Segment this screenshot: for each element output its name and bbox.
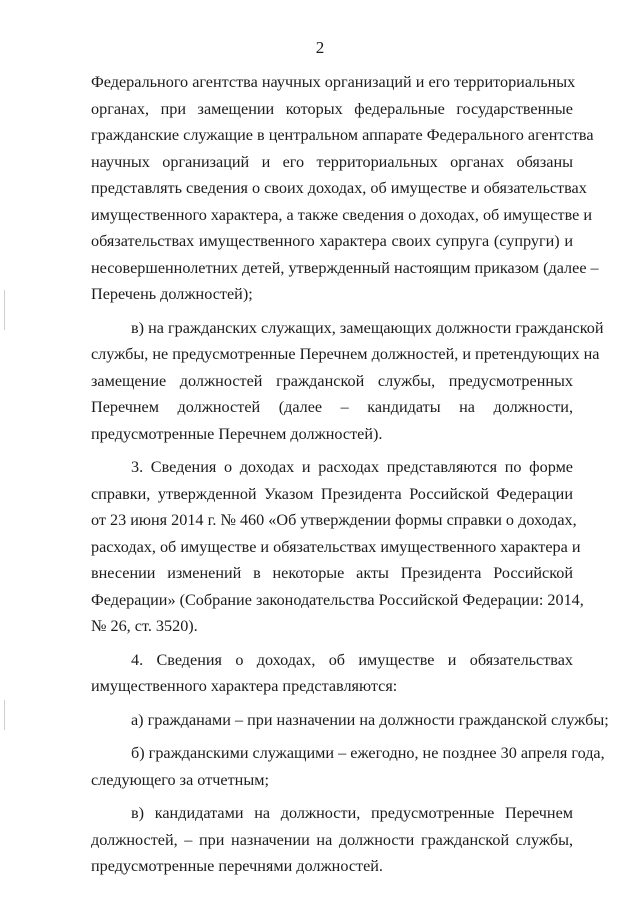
text-line: в) кандидатами на должности, предусмотренные Перечнем (131, 804, 573, 822)
text-line: органах, при замещении которых федеральные государственные (91, 99, 573, 118)
text-line: 4. Сведения о доходах, об имуществе и обязательствах (131, 650, 573, 669)
text-line: научных организаций и его территориальных органах обязаны (91, 152, 573, 171)
paragraph-spacer (91, 793, 573, 800)
text-line: расходах, об имуществе и обязательствах имущественного характера и (91, 537, 581, 556)
paragraph-spacer (91, 733, 573, 740)
text-line: от 23 июня 2014 г. № 460 «Об утверждении формы справки о доходах, (91, 511, 577, 529)
paragraph-spacer (91, 700, 573, 707)
paragraph-spacer (91, 308, 573, 315)
scan-margin-mark (4, 700, 5, 730)
text-line: предусмотренные Перечнем должностей). (91, 424, 383, 443)
text-line: гражданские служащие в центральном аппарате Федерального агентства (91, 126, 594, 144)
text-line: представлять сведения о своих доходах, об имуществе и обязательствах (91, 179, 587, 197)
paragraph-spacer (91, 447, 573, 454)
text-line: б) гражданскими служащими – ежегодно, не позднее 30 апреля года, (131, 744, 605, 762)
text-line: несовершеннолетних детей, утвержденный настоящим приказом (далее – (91, 258, 599, 277)
text-line: обязательствах имущественного характера своих супруга (супруги) и (91, 232, 573, 250)
paragraph-spacer (91, 640, 573, 647)
text-line: должностей, – при назначении на должности гражданской службы, (91, 830, 573, 849)
text-line: службы, не предусмотренные Перечнем должностей, и претендующих на (91, 345, 600, 363)
text-line: справки, утвержденной Указом Президента Российской Федерации (91, 484, 573, 503)
text-line: Федерации» (Собрание законодательства Российской Федерации: 2014, (91, 590, 584, 609)
text-line: Перечнем должностей (далее – кандидаты на должности, (91, 398, 573, 416)
scan-margin-mark (4, 290, 5, 330)
page-number: 2 (315, 38, 325, 57)
text-line: 3. Сведения о доходах и расходах представляются по форме (131, 458, 573, 476)
text-line: следующего за отчетным; (91, 770, 269, 789)
text-line: а) гражданами – при назначении на должности гражданской службы; (131, 710, 609, 729)
text-line: в) на гражданских служащих, замещающих должности гражданской (131, 318, 604, 337)
text-line: Федерального агентства научных организаций и его территориальных (91, 73, 576, 91)
text-line: имущественного характера представляются: (91, 677, 398, 695)
text-line: имущественного характера, а также сведения о доходах, об имуществе и (91, 205, 593, 224)
text-line: внесении изменений в некоторые акты Президента Российской (91, 564, 573, 582)
text-line: Перечень должностей); (91, 285, 253, 303)
text-line: № 26, ст. 3520). (91, 617, 198, 635)
document-body (91, 69, 609, 880)
text-line: замещение должностей гражданской службы, предусмотренных (91, 371, 573, 390)
text-line: предусмотренные перечнями должностей. (91, 857, 383, 875)
